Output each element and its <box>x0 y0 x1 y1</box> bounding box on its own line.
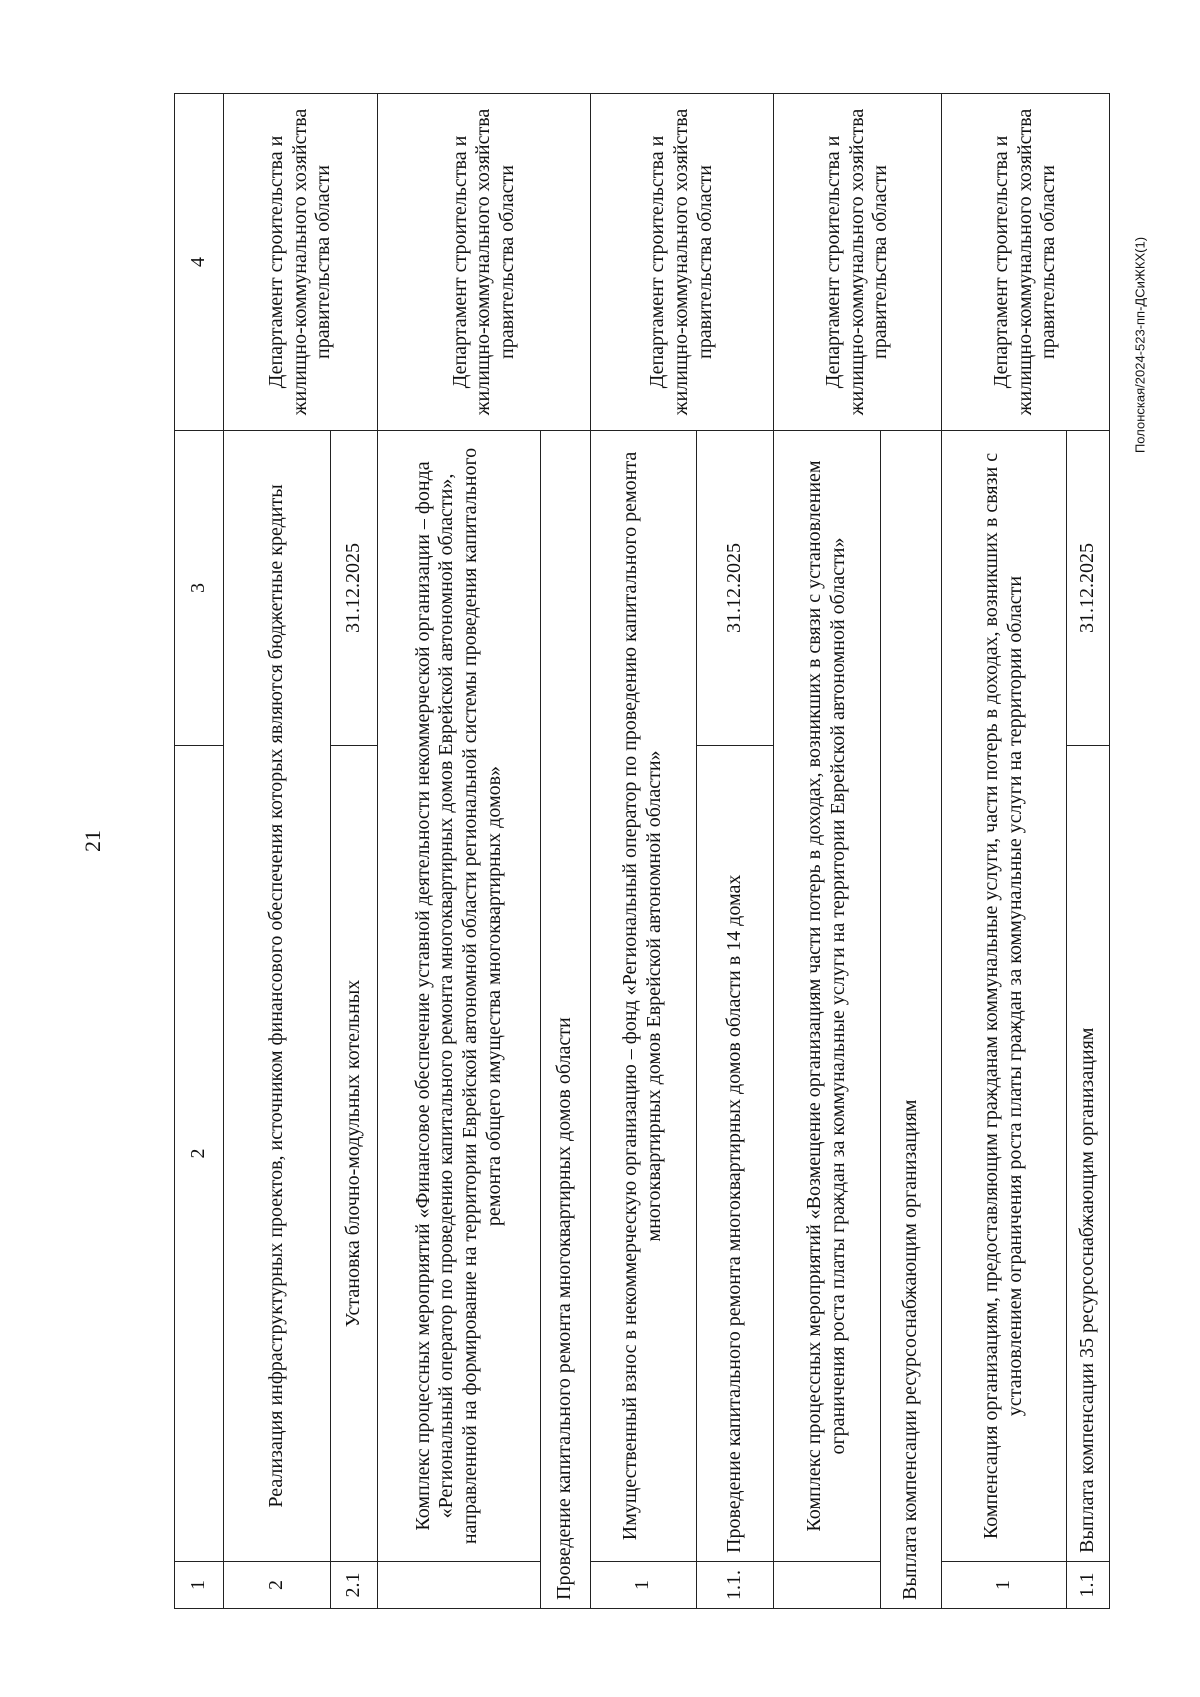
row-number: 1 <box>590 1562 696 1609</box>
row-department: Департамент строительства и жилищно-коммунального хозяйства правительства области <box>773 94 941 431</box>
row-number: 1.1. <box>696 1562 773 1609</box>
table-row <box>941 94 1066 1609</box>
table-row <box>378 94 540 1609</box>
header-col-2: 2 <box>175 746 224 1562</box>
program-table <box>174 93 1110 1609</box>
row-number: 2 <box>223 1562 330 1609</box>
row-text: Комплекс процессных мероприятий «Возмещение организациям части потерь в доходах, возникших в связи с установлением ограничения роста платы граждан за коммунальные услуги на территории Еврейской автономной области» <box>773 431 880 1562</box>
section-title: Проведение капитального ремонта многоквартирных домов области <box>540 431 590 1609</box>
row-department: Департамент строительства и жилищно-коммунального хозяйства правительства области <box>223 94 378 431</box>
document-code <box>1130 230 1150 460</box>
document-code-text: Полонская/2024-523-пп-ДСиЖКХ(1) <box>1132 236 1148 454</box>
row-number: 1 <box>941 1562 1066 1609</box>
header-col-4: 4 <box>175 94 224 431</box>
row-text: Установка блочно-модульных котельных <box>330 746 378 1562</box>
row-date: 31.12.2025 <box>330 431 378 746</box>
row-text: Реализация инфраструктурных проектов, источником финансового обеспечения которых являются бюджетные кредиты <box>223 431 330 1562</box>
row-number: 1.1 <box>1066 1562 1109 1609</box>
row-department: Департамент строительства и жилищно-коммунального хозяйства правительства области <box>941 94 1109 431</box>
row-department: Департамент строительства и жилищно-коммунального хозяйства правительства области <box>378 94 590 431</box>
row-number <box>378 1562 540 1609</box>
header-col-3: 3 <box>175 431 224 746</box>
table-row <box>773 94 880 1609</box>
row-number: 2.1 <box>330 1562 378 1609</box>
row-department: Департамент строительства и жилищно-коммунального хозяйства правительства области <box>590 94 773 431</box>
row-number <box>773 1562 880 1609</box>
program-table-container <box>174 94 1110 1609</box>
header-col-1: 1 <box>175 1562 224 1609</box>
row-date: 31.12.2025 <box>1066 431 1109 746</box>
row-text: Проведение капитального ремонта многоквартирных домов области в 14 домах <box>696 746 773 1562</box>
page-number: 21 <box>80 830 105 852</box>
section-title: Выплата компенсации ресурсоснабжающим организациям <box>881 431 942 1609</box>
table-row <box>590 94 696 1609</box>
row-text: Имущественный взнос в некоммерческую организацию – фонд «Региональный оператор по проведению капитального ремонта многоквартирных домов Еврейской автономной области» <box>590 431 696 1562</box>
row-date: 31.12.2025 <box>696 431 773 746</box>
row-text: Компенсация организациям, предоставляющим гражданам коммунальные услуги, части потерь в доходах, возникших в связи с установлением ограничения роста платы граждан за коммунальные услуги на территории области <box>941 431 1066 1562</box>
row-text: Выплата компенсации 35 ресурсоснабжающим организациям <box>1066 746 1109 1562</box>
row-text: Комплекс процессных мероприятий «Финансовое обеспечение уставной деятельности некоммерческой организации – фонда «Региональный оператор по проведению капитального ремонта многоквартирных домов Еврейской автономной области», направленной на формирование на территории Еврейской автономной области региональной системы проведения капитального ремонта общего имущества многоквартирных домов» <box>378 431 540 1562</box>
table-header-row <box>175 94 224 1609</box>
table-row <box>223 94 330 1609</box>
